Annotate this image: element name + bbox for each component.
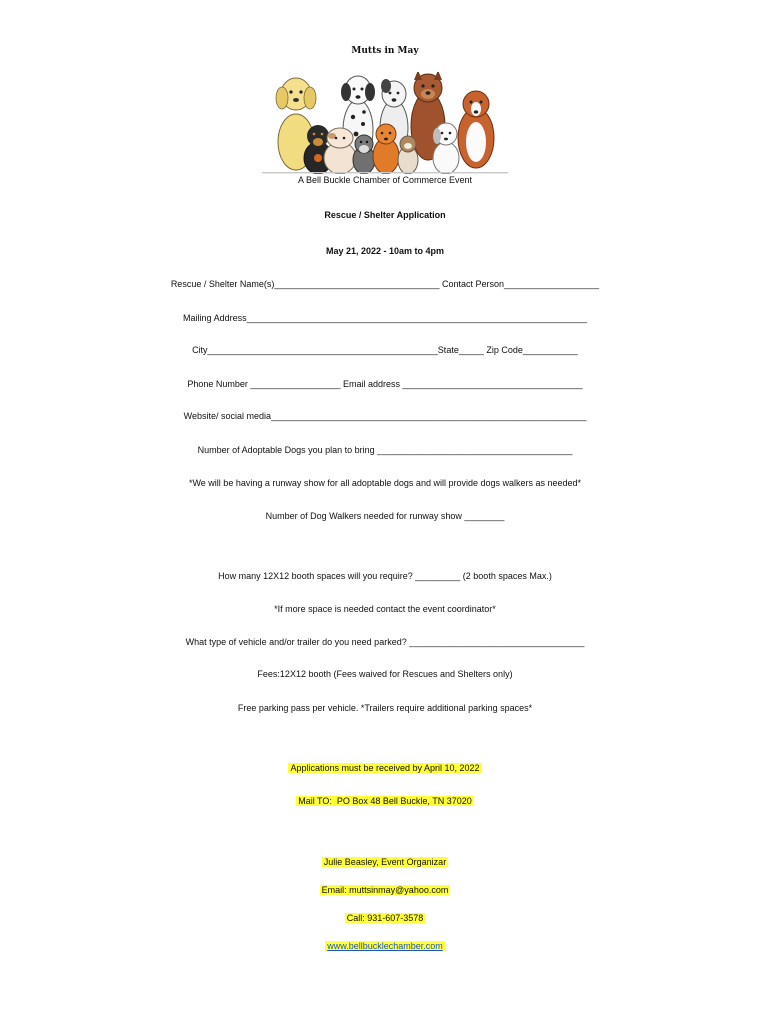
collie-dog bbox=[458, 91, 494, 168]
shih-tzu-dog bbox=[398, 136, 418, 174]
dogs-illustration bbox=[262, 72, 508, 174]
mail-to-text: Mail TO: PO Box 48 Bell Buckle, TN 37020 bbox=[298, 796, 472, 806]
deadline-text: Applications must be received by April 10, 2022 bbox=[290, 763, 480, 773]
dog-walkers-field: Number of Dog Walkers needed for runway show ________ bbox=[265, 511, 505, 521]
mailing-address-field: Mailing Address____________________________________________________________________ bbox=[183, 313, 587, 323]
event-title: Mutts in May bbox=[351, 46, 419, 56]
website-link-row bbox=[0, 937, 770, 955]
fees-note: Fees:12X12 booth (Fees waived for Rescues and Shelters only) bbox=[257, 669, 513, 679]
schnauzer-dog bbox=[353, 135, 375, 174]
phone-text: Call: 931-607-3578 bbox=[346, 913, 424, 923]
organizer-note bbox=[0, 853, 770, 871]
parking-note: Free parking pass per vehicle. *Trailers require additional parking spaces* bbox=[237, 703, 533, 713]
bulldog-dog bbox=[324, 128, 356, 174]
more-space-note: *If more space is needed contact the event coordinator* bbox=[274, 604, 496, 614]
website-field: Website/ social media_______________________________________________________________ bbox=[183, 411, 587, 421]
phone-note bbox=[0, 909, 770, 927]
phone-email-field: Phone Number __________________ Email address ____________________________________ bbox=[187, 379, 583, 389]
runway-note: *We will be having a runway show for all adoptable dogs and will provide dogs walkers as needed* bbox=[188, 478, 582, 488]
maltese-dog bbox=[433, 123, 459, 174]
vehicle-field: What type of vehicle and/or trailer do you need parked? ___________________________________ bbox=[185, 637, 585, 647]
rescue-name-field: Rescue / Shelter Name(s)_________________________________ Contact Person___________________ bbox=[170, 279, 600, 289]
organizer-text: Julie Beasley, Event Organizar bbox=[323, 857, 447, 867]
email-note bbox=[0, 881, 770, 899]
event-subtitle: A Bell Buckle Chamber of Commerce Event bbox=[297, 175, 473, 185]
website-link[interactable]: www.bellbucklechamber.com bbox=[327, 941, 443, 951]
deadline-note bbox=[0, 759, 770, 777]
adoptable-dogs-field: Number of Adoptable Dogs you plan to bring _______________________________________ bbox=[197, 445, 573, 455]
email-text: Email: muttsinmay@yahoo.com bbox=[321, 885, 449, 895]
orange-terrier-dog bbox=[373, 124, 399, 174]
application-heading: Rescue / Shelter Application bbox=[324, 210, 446, 220]
booth-spaces-field: How many 12X12 booth spaces will you require? _________ (2 booth spaces Max.) bbox=[218, 571, 552, 581]
city-state-zip-field: City______________________________________________State_____ Zip Code___________ bbox=[192, 345, 578, 355]
event-date: May 21, 2022 - 10am to 4pm bbox=[325, 246, 445, 256]
mail-to-note bbox=[0, 792, 770, 810]
